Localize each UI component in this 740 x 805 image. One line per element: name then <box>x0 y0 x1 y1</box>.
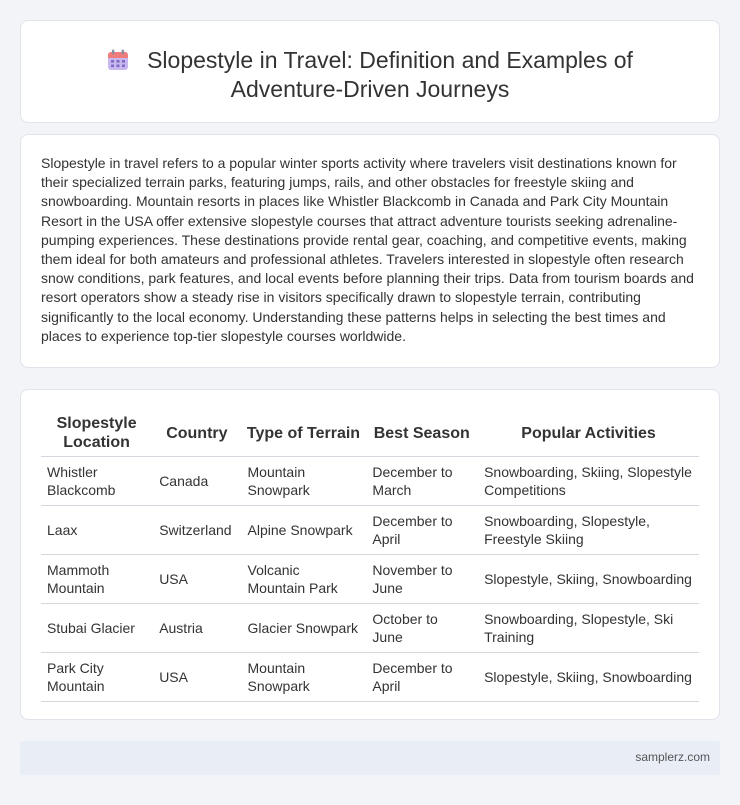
cell-terrain: Alpine Snowpark <box>241 506 366 555</box>
title-card <box>20 20 720 123</box>
cell-season: October to June <box>366 604 478 653</box>
footer-site-link[interactable]: samplerz.com <box>635 750 710 764</box>
cell-season: December to April <box>366 506 478 555</box>
cell-terrain: Mountain Snowpark <box>241 457 366 506</box>
cell-terrain: Mountain Snowpark <box>241 653 366 702</box>
table-row <box>41 506 699 555</box>
cell-activities: Snowboarding, Slopestyle, Freestyle Skiing <box>478 506 699 555</box>
cell-country: USA <box>153 653 241 702</box>
footer-bar <box>20 741 720 775</box>
header-season: Best Season <box>366 410 478 457</box>
header-activities: Popular Activities <box>478 410 699 457</box>
cell-country: Canada <box>153 457 241 506</box>
description-card <box>20 134 720 368</box>
cell-location: Laax <box>41 506 153 555</box>
page-title <box>21 46 719 104</box>
title-line-2: Adventure-Driven Journeys <box>230 76 510 102</box>
table-header-row <box>41 410 699 457</box>
header-terrain: Type of Terrain <box>241 410 366 457</box>
cell-location: Stubai Glacier <box>41 604 153 653</box>
cell-country: Switzerland <box>153 506 241 555</box>
table-row <box>41 555 699 604</box>
table-row <box>41 457 699 506</box>
cell-season: December to March <box>366 457 478 506</box>
table-row <box>41 604 699 653</box>
cell-terrain: Volcanic Mountain Park <box>241 555 366 604</box>
cell-activities: Slopestyle, Skiing, Snowboarding <box>478 555 699 604</box>
table-card <box>20 389 720 720</box>
cell-activities: Snowboarding, Skiing, Slopestyle Competitions <box>478 457 699 506</box>
calendar-icon <box>107 49 129 71</box>
cell-location: Park City Mountain <box>41 653 153 702</box>
header-country: Country <box>153 410 241 457</box>
header-location: Slopestyle Location <box>41 410 153 457</box>
table-row <box>41 653 699 702</box>
title-line-1: Slopestyle in Travel: Definition and Examples of <box>147 47 633 73</box>
cell-activities: Slopestyle, Skiing, Snowboarding <box>478 653 699 702</box>
cell-terrain: Glacier Snowpark <box>241 604 366 653</box>
cell-season: November to June <box>366 555 478 604</box>
cell-country: USA <box>153 555 241 604</box>
cell-location: Mammoth Mountain <box>41 555 153 604</box>
cell-country: Austria <box>153 604 241 653</box>
description-text: Slopestyle in travel refers to a popular winter sports activity where travelers visit destinations known for their specialized terrain parks, featuring jumps, rails, and other obstacles for freestyle skiing and snowboarding. Mountain resorts in places like Whistler Blackcomb in Canada and Park City Mountain Resort in the USA offer extensive slopestyle courses that attract adventure tourists seeking adrenaline-pumping experiences. These destinations provide rental gear, coaching, and competitive events, making them ideal for both amateurs and professional athletes. Travelers interested in slopestyle often research snow conditions, park features, and local events before planning their trips. Data from tourism boards and resort operators show a steady rise in visitors specifically drawn to slopestyle terrain, contributing significantly to the local economy. Understanding these patterns helps in selecting the best times and places to experience top-tier slopestyle courses worldwide. <box>41 155 694 344</box>
slopestyle-table <box>41 410 699 702</box>
cell-location: Whistler Blackcomb <box>41 457 153 506</box>
cell-activities: Snowboarding, Slopestyle, Ski Training <box>478 604 699 653</box>
cell-season: December to April <box>366 653 478 702</box>
